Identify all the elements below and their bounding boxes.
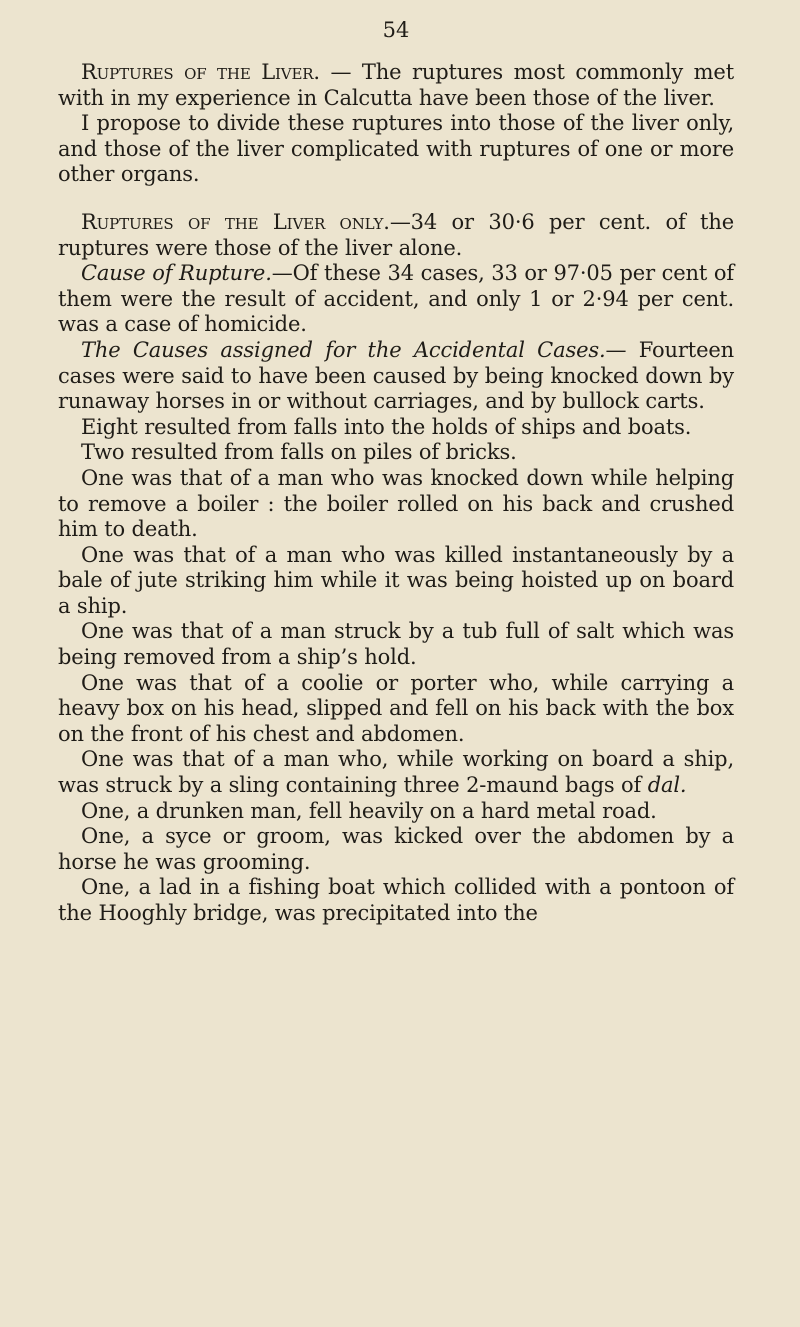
paragraph-text: One was that of a man who, while working on board a ship, was struck by a sling containing three 2-maund bags of [58, 747, 734, 798]
paragraph-text: Eight resulted from falls into the holds of ships and boats. [81, 414, 692, 439]
paragraph-heading: Ruptures of the Liver only. [81, 209, 390, 234]
paragraph-text: One, a syce or groom, was kicked over the abdomen by a horse he was grooming. [58, 824, 734, 874]
paragraph-text: —34 or 30·6 per cent. of the ruptures were those of the liver alone. [58, 209, 734, 260]
paragraph [58, 799, 734, 825]
paragraph [58, 466, 734, 543]
paragraph-text: — The ruptures most commonly met with in my experience in Calcutta have been those of the liver. [58, 60, 734, 110]
paragraph-text: I propose to divide these ruptures into those of the liver only, and those of the liver complicated with ruptures of one or more other organs. [58, 111, 734, 187]
paragraph-text: — Fourteen cases were said to have been caused by being knocked down by runaway horses in or without carriages, and by bullock carts. [58, 337, 735, 414]
paragraph-text: One, a drunken man, fell heavily on a hard metal road. [81, 798, 657, 823]
paragraph-text: Two resulted from falls on piles of bricks. [81, 440, 517, 465]
paragraph [58, 747, 734, 798]
paragraph-heading: Cause of Rupture. [81, 261, 272, 286]
paragraph [58, 619, 734, 670]
paragraph [58, 210, 734, 261]
paragraph-heading: The Causes assigned for the Accidental Cases. [81, 337, 606, 362]
paragraph [58, 261, 734, 338]
paragraph [58, 543, 734, 620]
paragraph-text: One was that of a man who was knocked down while helping to remove a boiler : the boiler rolled on his back and crushed him to death. [58, 465, 734, 542]
page-number: 54 [382, 18, 410, 42]
paragraph [58, 111, 734, 188]
paragraph-text: One was that of a man who was killed instantaneously by a bale of jute striking him while it was being hoisted up on board a ship. [58, 542, 734, 618]
paragraph [58, 824, 734, 875]
body-text [58, 60, 734, 927]
paragraph [58, 415, 734, 441]
paragraph-text: —Of these 34 cases, 33 or 97·05 per cent of them were the result of accident, and only 1 or 2·94 per cent. was a case of homicide. [58, 261, 734, 337]
paragraph [58, 671, 734, 748]
paragraph-text: One, a lad in a fishing boat which collided with a pontoon of the Hooghly bridge, was precipitated into the [58, 875, 734, 925]
paragraph [58, 440, 734, 466]
paragraph [58, 875, 734, 926]
paragraph [58, 338, 734, 415]
paragraph-emphasis: dal. [647, 773, 687, 798]
paragraph [58, 60, 734, 111]
paragraph-text: One was that of a coolie or porter who, while carrying a heavy box on his head, slipped and fell on his back with the box on the front of his chest and abdomen. [58, 670, 734, 746]
paragraph-text: One was that of a man struck by a tub full of salt which was being removed from a ship’s hold. [58, 619, 734, 670]
paragraph-heading: Ruptures of the Liver. [81, 60, 320, 84]
